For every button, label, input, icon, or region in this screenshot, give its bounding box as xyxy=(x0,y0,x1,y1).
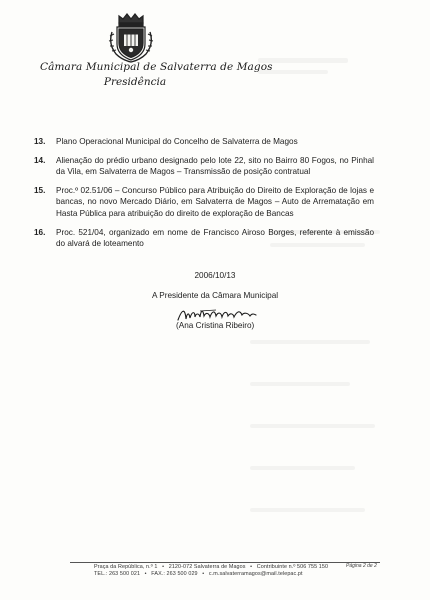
page-number: Página 2 de 2 xyxy=(346,563,377,569)
agenda-item-number: 13. xyxy=(34,137,46,146)
bullet-separator: • xyxy=(144,571,147,577)
show-through-mark xyxy=(250,466,355,470)
municipal-crest-icon xyxy=(106,10,156,64)
agenda-item-number: 14. xyxy=(34,155,46,165)
show-through-mark xyxy=(250,382,350,386)
footer-contact-line xyxy=(94,571,303,577)
signatory-name: (Ana Cristina Ribeiro) xyxy=(176,321,255,330)
show-through-mark xyxy=(250,508,365,512)
footer-postal: 2120-072 Salvaterra de Magos xyxy=(168,564,246,570)
footer-phone: TEL.: 263 500 021 xyxy=(94,571,141,577)
department-name: Presidência xyxy=(103,76,167,88)
signatory-role: A Presidente da Câmara Municipal xyxy=(152,291,279,300)
bullet-separator: • xyxy=(162,564,165,570)
footer-divider xyxy=(70,562,380,563)
agenda-item xyxy=(34,185,374,220)
agenda-item-text: Proc. 521/04, organizado em nome de Francisco Airoso Borges, referente à emissão do alvará de loteamento xyxy=(56,227,374,249)
document-date: 2006/10/13 xyxy=(194,271,236,280)
agenda-item-number: 15. xyxy=(34,185,46,195)
agenda-item xyxy=(34,227,374,250)
institution-name: Câmara Municipal de Salvaterra de Magos xyxy=(40,61,273,73)
agenda-item xyxy=(34,155,374,178)
agenda-item-text: Plano Operacional Municipal do Concelho de Salvaterra de Magos xyxy=(56,137,298,146)
bullet-separator: • xyxy=(202,571,205,577)
footer-taxpayer: Contribuinte n.º 506 755 150 xyxy=(256,564,329,570)
footer-address-line xyxy=(94,564,328,570)
show-through-mark xyxy=(250,424,375,428)
agenda-item-number: 16. xyxy=(34,227,46,237)
agenda-item-text: Proc.º 02.51/06 – Concurso Público para Atribuição do Direito de Exploração de lojas e bancas, no novo Mercado Diário, em Salvaterra de Magos – Auto de Arrematação em Hasta Pública para atribuição do direito de exploração de Bancas xyxy=(56,185,374,218)
agenda-item-text: Alienação do prédio urbano designado pelo lote 22, sito no Bairro 80 Fogos, no Pinhal da Vila, em Salvaterra de Magos – Transmissão de posição contratual xyxy=(56,155,374,177)
footer-email: c.m.salvaterramagos@mail.telepac.pt xyxy=(208,571,303,577)
show-through-mark xyxy=(250,340,370,344)
footer-address: Praça da República, n.º 1 xyxy=(94,564,158,570)
bullet-separator: • xyxy=(250,564,253,570)
footer-fax: FAX.: 263 500 029 xyxy=(151,571,198,577)
agenda-item xyxy=(34,136,374,148)
agenda-list xyxy=(34,136,374,257)
